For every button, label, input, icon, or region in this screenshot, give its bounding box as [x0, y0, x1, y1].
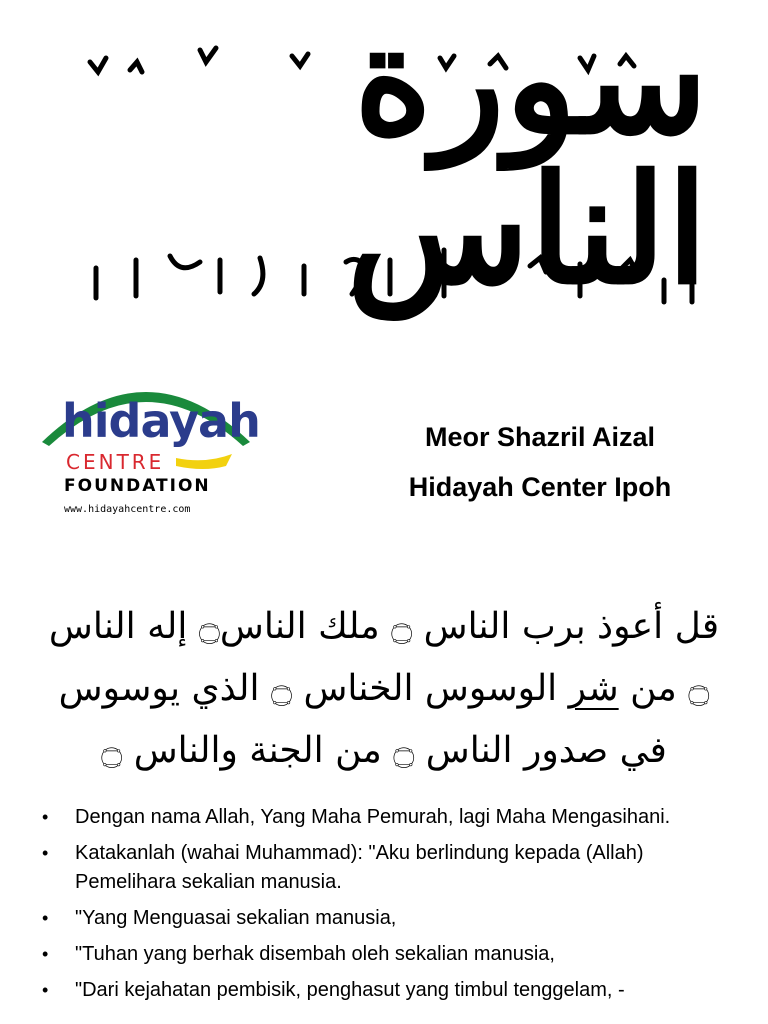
logo-name: hidayah: [62, 394, 260, 448]
surah-verses: [40, 596, 728, 782]
translation-text: "Tuhan yang berhak disembah oleh sekalian manusia,: [75, 943, 555, 965]
translation-text: Dengan nama Allah, Yang Maha Pemurah, lagi Maha Mengasihani.: [75, 806, 671, 828]
list-item: [40, 976, 730, 1005]
author-organization: Hidayah Center Ipoh: [408, 472, 672, 502]
verse-line-2-start: ۝ من: [618, 668, 710, 709]
verse-line-2: [40, 658, 728, 720]
bullet-icon: •: [42, 908, 49, 928]
calligraphy-diacritics-icon: [60, 0, 708, 330]
translation-list: [40, 803, 730, 1012]
list-item: [40, 839, 730, 897]
logo-foundation: FOUNDATION: [64, 476, 211, 496]
bullet-icon: •: [42, 807, 49, 827]
verse-line-1: قل أعوذ برب الناس ۝ ملك الناس۝ إله الناس: [48, 606, 720, 647]
surah-title-calligraphy: [60, 0, 708, 330]
verse-line-3: في صدور الناس ۝ من الجنة والناس ۝: [101, 730, 667, 771]
bullet-icon: •: [42, 843, 49, 863]
translation-text: "Dari kejahatan pembisik, penghasut yang timbul tenggelam, -: [75, 979, 625, 1001]
translation-text: "Yang Menguasai sekalian manusia,: [75, 907, 397, 929]
verse-underlined-word: شر: [568, 668, 619, 709]
bullet-icon: •: [42, 944, 49, 964]
hidayah-centre-logo: [38, 372, 260, 522]
surah-title-text: سورة الناس: [346, 0, 708, 318]
author-block: [360, 412, 720, 512]
logo-centre: CENTRE: [66, 450, 165, 474]
bullet-icon: •: [42, 980, 49, 1000]
translation-text: Katakanlah (wahai Muhammad): "Aku berlindung kepada (Allah) Pemelihara sekalian manusia.: [75, 842, 644, 893]
list-item: [40, 940, 730, 969]
verse-line-2-end: الوسوس الخناس ۝ الذي يوسوس: [58, 668, 569, 709]
list-item: [40, 904, 730, 933]
list-item: [40, 803, 730, 832]
author-name: Meor Shazril Aizal: [424, 422, 656, 452]
logo-url: www.hidayahcentre.com: [64, 504, 191, 515]
